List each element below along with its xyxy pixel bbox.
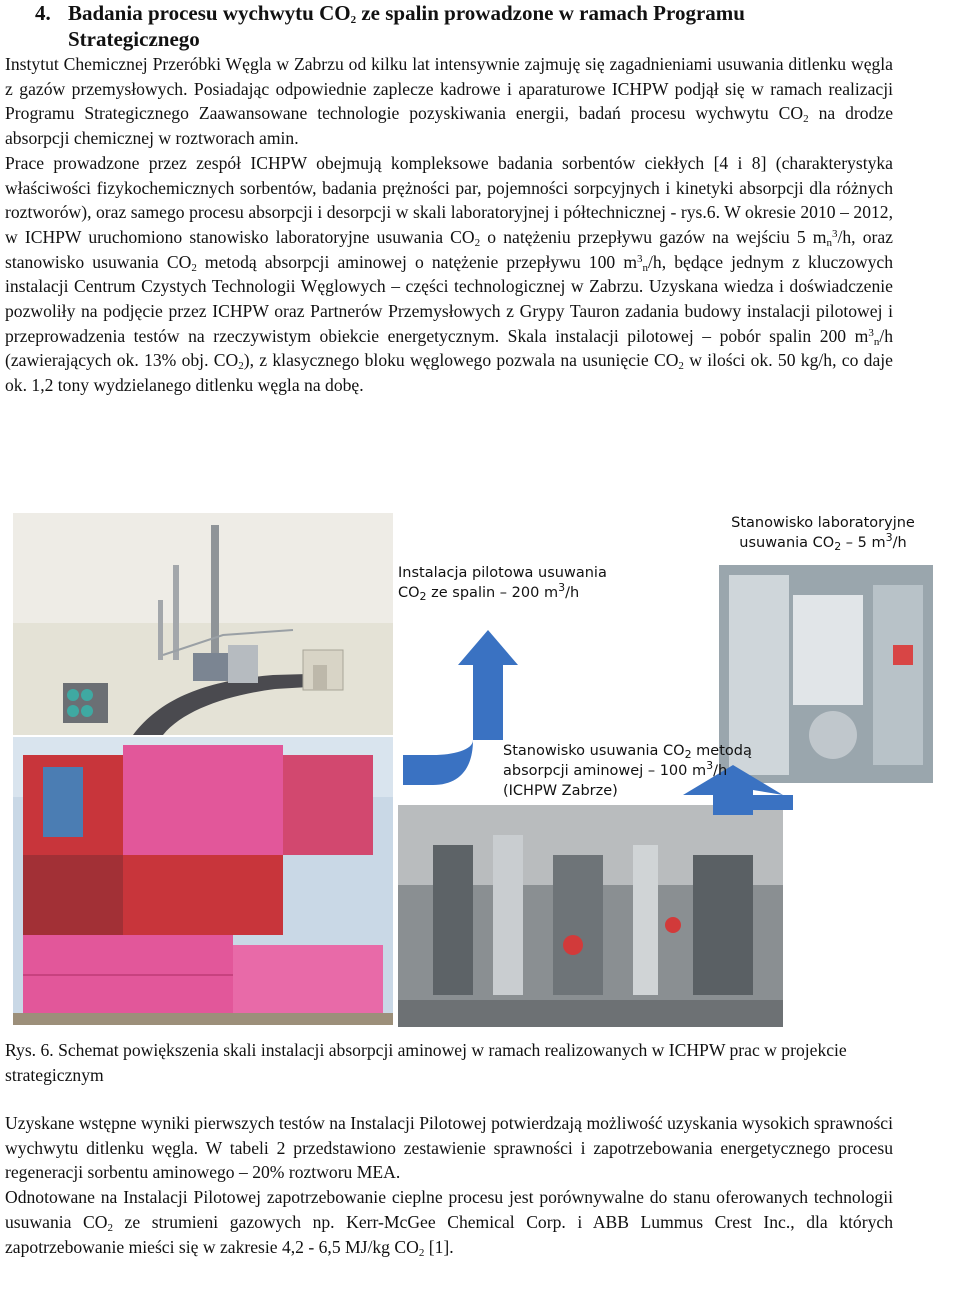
figure-scale-up-scheme xyxy=(13,505,933,1027)
amine-stand-photo xyxy=(398,805,783,1027)
paragraph-comparison: Odnotowane na Instalacji Pilotowej zapotrzebowanie cieplne procesu jest porównywalne do stanu oferowanych technologii usuwania $CO_2$ ze strumieni gazowych np. Kerr-McGee Chemical Corp. i ABB Lummus Crest Inc., dla których zapotrzebowanie mieści się w zakresie 4,2 - 6,5 MJ/kg $CO_2$ [1]. xyxy=(5,1187,893,1259)
section-heading: 4. Badania procesu wychwytu $CO_2$ ze spalin prowadzone w ramach Programu Strategicznego xyxy=(5,0,893,52)
document-body xyxy=(5,0,893,398)
paragraph-results: Uzyskane wstępne wyniki pierwszych testów na Instalacji Pilotowej potwierdzają możliwość uzyskania wysokich sprawności wychwytu ditlenku węgla. W tabeli 2 przedstawiono zestawienie sprawności i zapotrzebowania energetycznego procesu regeneracji sorbentu aminowego – 20% roztworu MEA. xyxy=(5,1113,893,1183)
paragraph-research: Prace prowadzone przez zespół ICHPW obejmują kompleksowe badania sorbentów ciekłych [4 i 8] (charakterystyka właściwości fizykochemicznych sorbentów, badania prężności par, pojemności sorpcyjnych i kinetyki absorpcji dla różnych roztworów), oraz samego procesu absorpcji i desorpcji w skali laboratoryjnej i półtechnicznej - rys.6. W okresie 2010 – 2012, w ICHPW uruchomiono stanowisko laboratoryjne usuwania $CO_2$ o natężeniu przepływu gazów na wejściu 5 $m_n^3/h$, oraz stanowisko usuwania $CO_2$ metodą absorpcji aminowej o natężenie przepływu 100 $m^3_n/h$, będące jednym z kluczowych instalacji Centrum Czystych Technologii Węglowych – części technologicznej w Zabrzu. Uzyskana wiedza i doświadczenie pozwoliły na podjęcie przez ICHPW oraz Partnerów Przemysłowych z Grypy Tauron zadania budowy instalacji pilotowej i przeprowadzenia testów na rzeczywistym obiekcie energetycznym. Skala instalacji pilotowej – pobór spalin 200 $m^3_n/h$ (zawierających ok. 13% obj. $CO_2$), z klasycznego bloku węglowego pozwala na usunięcie $CO_2$ w ilości ok. 50 kg/h, co daje ok. 1,2 tony wydzielanego ditlenku węgla na dobę. xyxy=(5,152,894,396)
label-amine-stand: Stanowisko usuwania $CO_2$ metodą absorpcji aminowej – 100 $m^3/h$ (ICHPW Zabrze) xyxy=(503,743,752,799)
figure-caption: Rys. 6. Schemat powiększenia skali instalacji absorpcji aminowej w ramach realizowanych w ICHPW prac w projekcie strategicznym xyxy=(5,1040,847,1085)
pilot-plant-photo xyxy=(13,737,393,1025)
label-lab-stand: Stanowisko laboratoryjne usuwania $CO_2 - 5$ $m^3/h$ xyxy=(731,515,915,553)
section-number: 4. xyxy=(35,1,51,25)
label-pilot-plant: Instalacja pilotowa usuwania $CO_2$ ze spalin – 200 $m^3/h$ xyxy=(398,565,607,603)
paragraph-intro: Instytut Chemicznej Przeróbki Węgla w Zabrzu od kilku lat intensywnie zajmuję się zagadnieniami usuwania ditlenku węgla z gazów przemysłowych. Posiadając odpowiednie zaplecze kadrowe i aparaturowe ICHPW podjął się w ramach realizacji Programu Strategicznego Zaawansowane technologie pozyskiwania energii, badań procesu wychwytu $CO_2$ na drodze absorpcji chemicznej w roztworach amin. xyxy=(5,54,893,149)
document-body-continued xyxy=(5,1111,893,1259)
pilot-plant-render xyxy=(13,513,393,735)
